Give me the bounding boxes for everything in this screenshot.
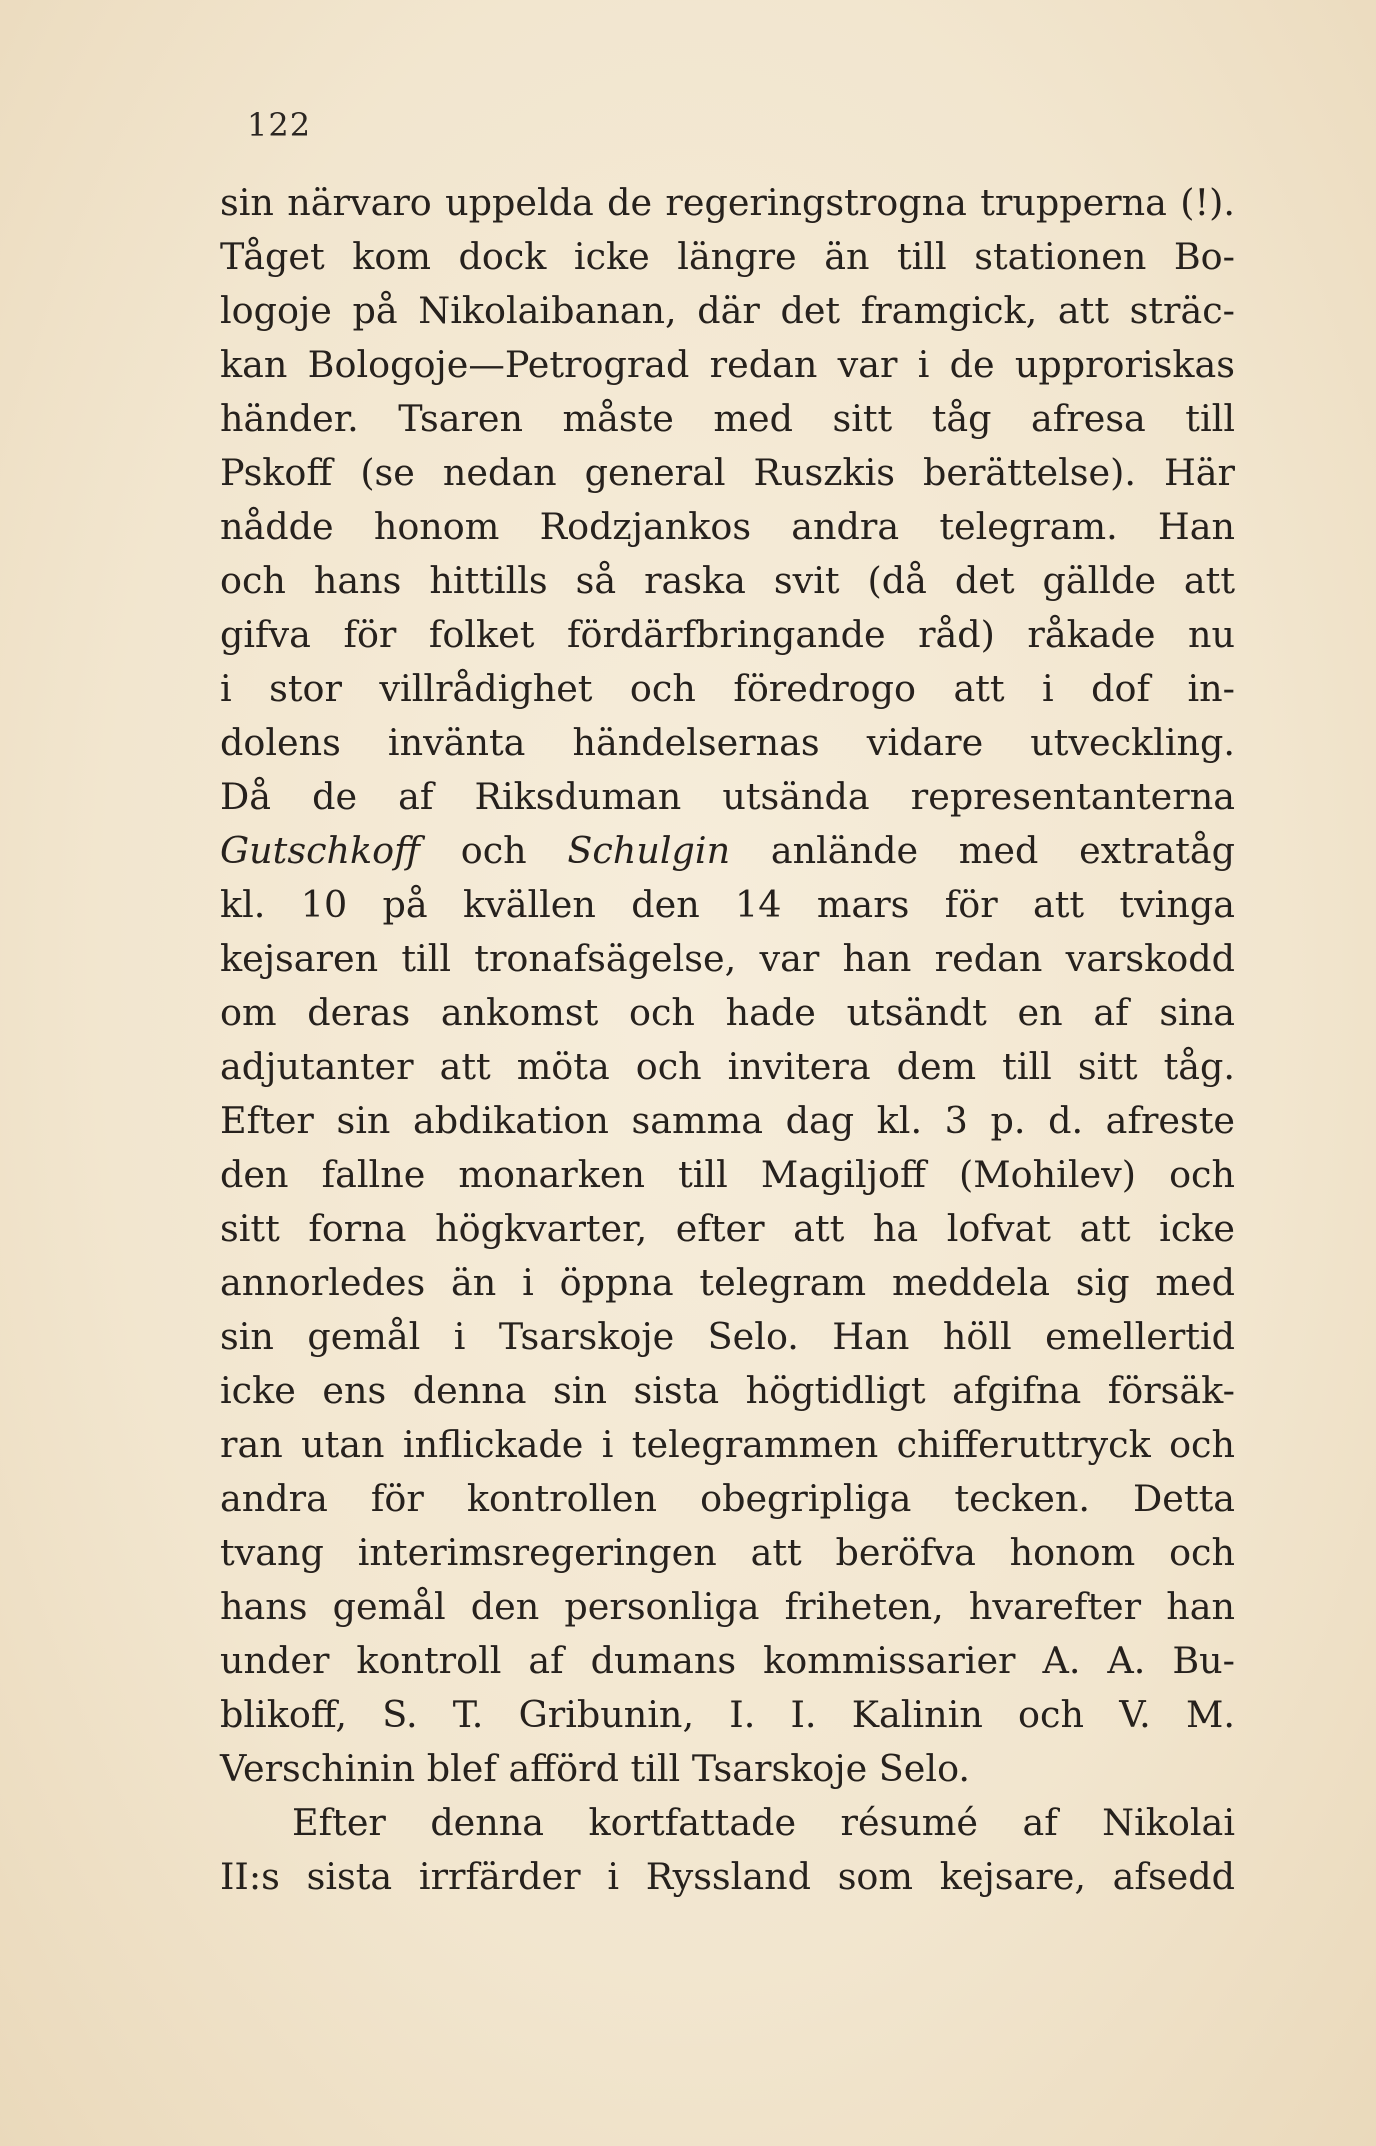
- text-line-16: om deras ankomst och hade utsändt en af sina: [220, 991, 1235, 1034]
- text-line-3: logoje på Nikolaibanan, där det framgick, att sträc-: [220, 289, 1235, 332]
- text-line-17: adjutanter att möta och invitera dem till sitt tåg.: [220, 1045, 1235, 1088]
- text-line-19: den fallne monarken till Magiljoff (Mohilev) och: [220, 1153, 1235, 1196]
- text-line-22: sin gemål i Tsarskoje Selo. Han höll emellertid: [220, 1315, 1235, 1358]
- text-line-6: Pskoff (se nedan general Ruszkis berättelse). Här: [220, 451, 1235, 494]
- text-line-27: hans gemål den personliga friheten, hvarefter han: [220, 1585, 1235, 1628]
- text-line-32: II:s sista irrfärder i Ryssland som kejsare, afsedd: [220, 1855, 1235, 1898]
- text-line-1: sin närvaro uppelda de regeringstrogna trupperna (!).: [220, 181, 1235, 224]
- text-line-9: gifva för folket fördärfbringande råd) råkade nu: [220, 613, 1235, 656]
- text-line-7: nådde honom Rodzjankos andra telegram. Han: [220, 505, 1235, 548]
- text-line-25: andra för kontrollen obegripliga tecken. Detta: [220, 1477, 1235, 1520]
- text-line-24: ran utan inflickade i telegrammen chifferuttryck och: [220, 1423, 1235, 1466]
- text-line-26: tvang interimsregeringen att beröfva honom och: [220, 1531, 1235, 1574]
- text-line-20: sitt forna högkvarter, efter att ha lofvat att icke: [220, 1207, 1235, 1250]
- text-line-2: Tåget kom dock icke längre än till stationen Bo-: [220, 235, 1235, 278]
- text-line-28: under kontroll af dumans kommissarier A. A. Bu-: [220, 1639, 1235, 1682]
- text-line-10: i stor villrådighet och föredrogo att i dof in-: [220, 667, 1235, 710]
- text-line-14: kl. 10 på kvällen den 14 mars för att tvinga: [220, 883, 1235, 926]
- text-line-30: Verschinin blef afförd till Tsarskoje Selo.: [220, 1747, 971, 1790]
- text-line-11: dolens invänta händelsernas vidare utveckling.: [220, 721, 1235, 764]
- text-line-8: och hans hittills så raska svit (då det gällde att: [220, 559, 1235, 602]
- text-line-5: händer. Tsaren måste med sitt tåg afresa till: [220, 397, 1235, 440]
- page-number: 122: [247, 106, 312, 144]
- text-line-15: kejsaren till tronafsägelse, var han redan varskodd: [220, 937, 1235, 980]
- text-line-21: annorledes än i öppna telegram meddela sig med: [220, 1261, 1235, 1304]
- text-line-29: blikoff, S. T. Gribunin, I. I. Kalinin och V. M.: [220, 1693, 1235, 1736]
- italic-name-schulgin: Schulgin: [567, 829, 731, 872]
- italic-name-gutschkoff: Gutschkoff: [220, 829, 420, 872]
- text-line-23: icke ens denna sin sista högtidligt afgifna försäk-: [220, 1369, 1235, 1412]
- text-line-31: Efter denna kortfattade résumé af Nikolai: [292, 1801, 1235, 1844]
- text-line-12: Då de af Riksduman utsända representanterna: [220, 775, 1235, 818]
- text-line-18: Efter sin abdikation samma dag kl. 3 p. d. afreste: [220, 1099, 1235, 1142]
- text-line-13: Gutschkoff och Schulgin anlände med extratåg: [220, 829, 1235, 872]
- body-text: [220, 176, 1235, 1904]
- text-line-4: kan Bologoje—Petrograd redan var i de upproriskas: [220, 343, 1235, 386]
